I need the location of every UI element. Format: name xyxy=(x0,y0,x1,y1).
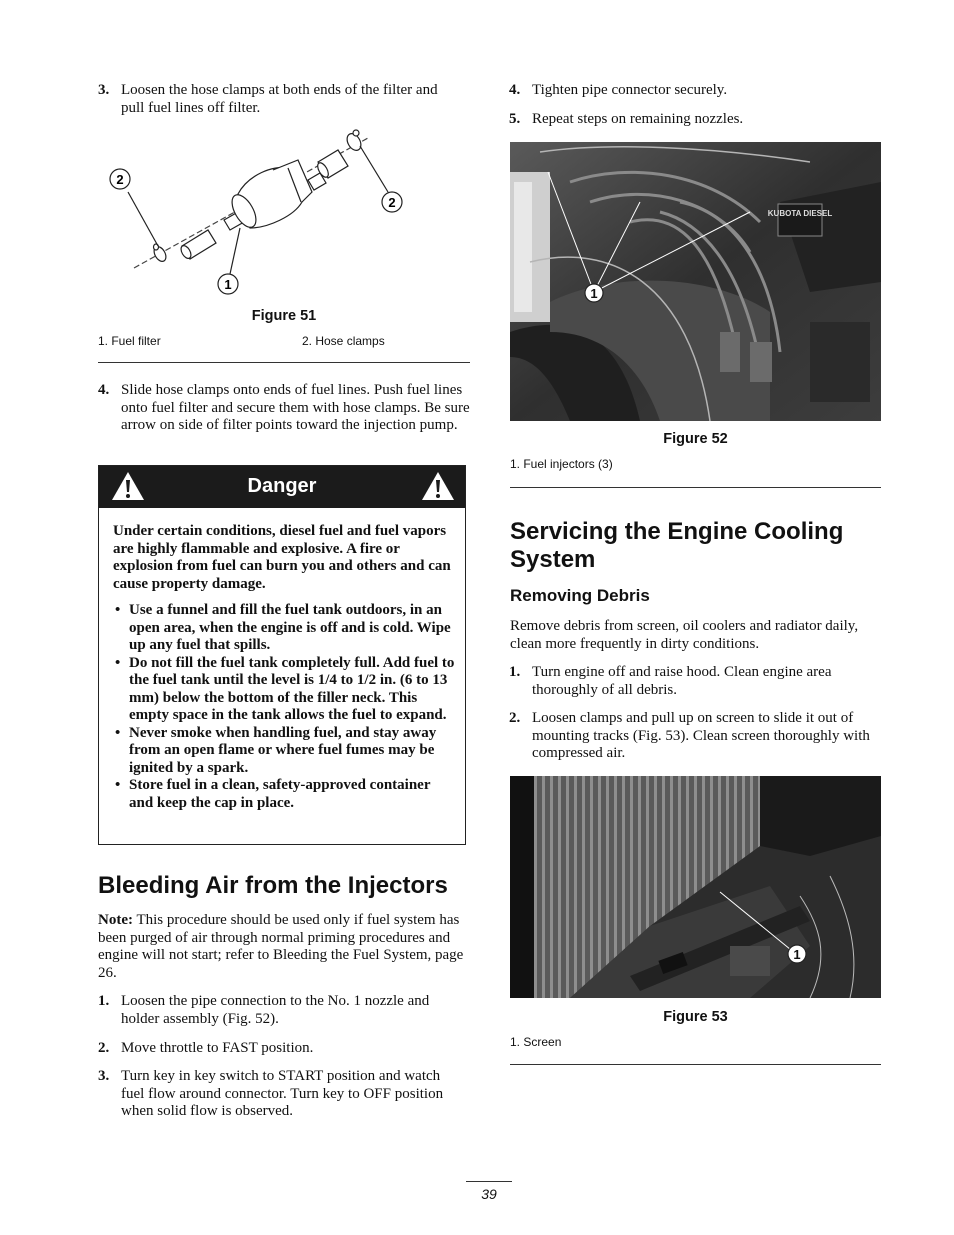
cooling-intro: Remove debris from screen, oil coolers and radiator daily, clean more frequently in dirty conditions. xyxy=(510,618,859,652)
danger-body xyxy=(113,523,455,812)
callout-1-injectors: 1 xyxy=(590,286,598,301)
callout-1: 1 xyxy=(224,277,232,292)
danger-intro: Under certain conditions, diesel fuel and fuel vapors are highly flammable and explosive. A fire or explosion from fuel can burn you and others and can cause property damage. xyxy=(113,523,451,592)
danger-title: Danger xyxy=(247,475,317,497)
danger-bullet-list xyxy=(113,602,455,812)
legend-fuel-injectors: 1. Fuel injectors (3) xyxy=(510,457,613,471)
bleed-step-1: 1. Loosen the pipe connection to the No. 1 nozzle and holder assembly (Fig. 52). xyxy=(98,993,430,1027)
figure-53-screen-photo xyxy=(510,776,881,998)
step-3-loosen-clamps: 3. Loosen the hose clamps at both ends of the filter and pull fuel lines off filter. xyxy=(98,82,438,116)
step-4-tighten: 4. Tighten pipe connector securely. xyxy=(509,82,728,98)
figure-51-fuel-filter-drawing xyxy=(98,120,470,310)
legend-fuel-filter: 1. Fuel filter xyxy=(98,334,161,348)
danger-bullet: • Never smoke when handling fuel, and stay away from an open flame or where fuel fumes may be ignited by a spark. xyxy=(115,724,437,776)
divider xyxy=(510,487,881,488)
divider xyxy=(510,1064,881,1065)
step-4-slide-clamps: 4. Slide hose clamps onto ends of fuel lines. Push fuel lines onto fuel filter and secure them with hose clamps. Be sure arrow on side of filter points toward the injection pump. xyxy=(98,382,470,433)
figure-52-engine-photo xyxy=(510,142,881,421)
danger-warning-box xyxy=(98,465,466,845)
legend-hose-clamps: 2. Hose clamps xyxy=(302,334,385,348)
step-5-repeat: 5. Repeat steps on remaining nozzles. xyxy=(509,111,744,127)
bleed-step-2: 2. Move throttle to FAST position. xyxy=(98,1040,314,1056)
warning-triangle-icon xyxy=(421,470,455,502)
figure-53-caption: Figure 53 xyxy=(663,1009,728,1025)
page-number: 39 xyxy=(481,1186,497,1202)
bleed-step-3: 3. Turn key in key switch to START position and watch fuel flow around connector. Turn key to OFF position when solid flow is observed. xyxy=(98,1068,444,1119)
note-paragraph: Note: This procedure should be used only if fuel system has been purged of air through normal priming procedures and engine will not start; refer to Bleeding the Fuel System, page 26. xyxy=(98,912,464,981)
footer-rule xyxy=(466,1181,512,1182)
cooling-step-1: 1. Turn engine off and raise hood. Clean engine area thoroughly of all debris. xyxy=(509,664,832,698)
danger-bullet: • Do not fill the fuel tank completely full. Add fuel to the fuel tank until the level is 1/4 to 1/2 in. (6 to 13 mm) below the bottom of the filler neck. This empty space in the tank allows the fuel to expand. xyxy=(115,654,455,723)
danger-bullet: • Use a funnel and fill the fuel tank outdoors, in an open area, when the engine is off and is cold. Wipe up any fuel that spills. xyxy=(115,602,451,653)
callout-2-right: 2 xyxy=(388,195,396,210)
danger-bullet: • Store fuel in a clean, safety-approved container and keep the cap in place. xyxy=(115,777,431,811)
heading-bleeding-air: Bleeding Air from the Injectors xyxy=(98,872,448,899)
legend-screen: 1. Screen xyxy=(510,1035,562,1049)
subheading-removing-debris: Removing Debris xyxy=(510,586,650,605)
heading-servicing-cooling: Servicing the Engine Cooling System xyxy=(510,518,844,573)
danger-header xyxy=(99,466,465,508)
cooling-step-2: 2. Loosen clamps and pull up on screen to slide it out of mounting tracks (Fig. 53). Clean screen thoroughly with compressed air. xyxy=(509,710,870,761)
kubota-badge-text: KUBOTA DIESEL xyxy=(767,209,833,218)
callout-2-left: 2 xyxy=(116,172,124,187)
figure-51-caption: Figure 51 xyxy=(251,308,317,324)
callout-1-screen: 1 xyxy=(793,947,801,962)
divider xyxy=(98,362,470,363)
figure-52-caption: Figure 52 xyxy=(663,431,728,447)
